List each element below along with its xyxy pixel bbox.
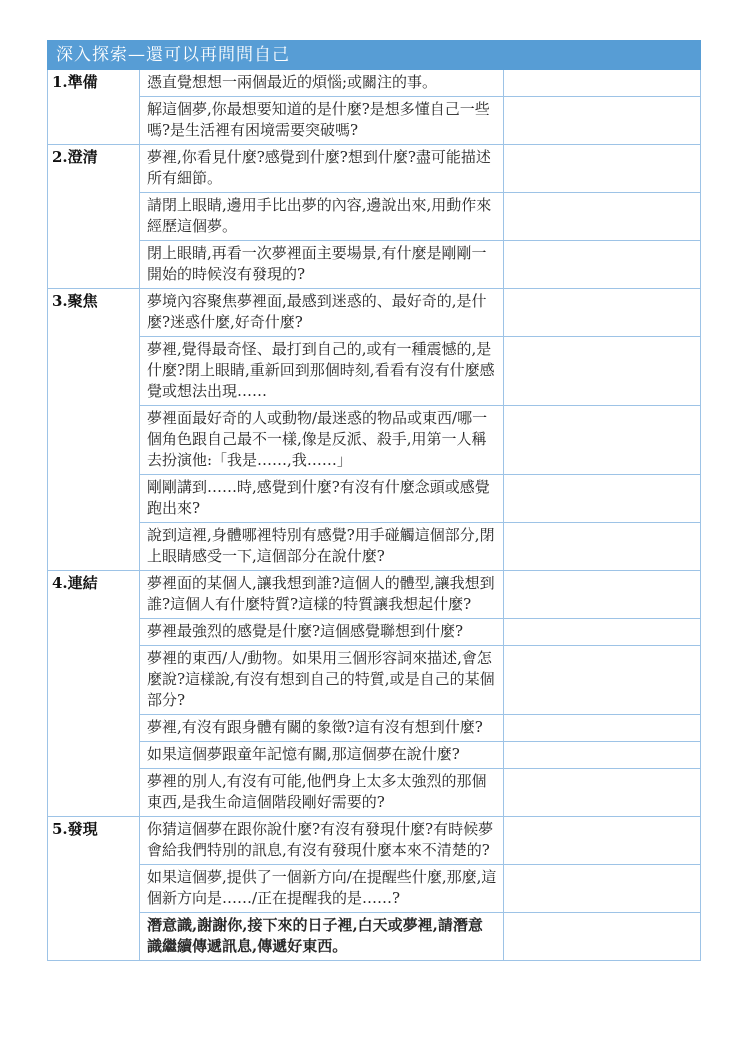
answer-cell [504,337,701,406]
answer-cell [504,289,701,337]
question-cell: 夢裡最強烈的感覺是什麼?這個感覺聯想到什麼? [140,619,504,646]
answer-cell [504,97,701,145]
table-row [48,289,701,337]
question-cell: 夢裡的東西/人/動物。如果用三個形容詞來描述,會怎麼說?這樣說,有沒有想到自己的特質,或是自己的某個部分? [140,646,504,715]
table-row [48,475,701,523]
answer-cell [504,193,701,241]
answer-cell [504,715,701,742]
question-cell: 你猜這個夢在跟你說什麼?有沒有發現什麼?有時候夢會給我們特別的訊息,有沒有發現什麼本來不清楚的? [140,817,504,865]
question-cell: 潛意識,謝謝你,接下來的日子裡,白天或夢裡,請潛意識繼續傳遞訊息,傳遞好東西。 [140,913,504,961]
table-row [48,769,701,817]
table-row [48,646,701,715]
question-cell: 夢裡面的某個人,讓我想到誰?這個人的體型,讓我想到誰?這個人有什麼特質?這樣的特質讓我想起什麼? [140,571,504,619]
table-row [48,571,701,619]
table-row [48,742,701,769]
table-header-row [48,41,701,70]
answer-cell [504,145,701,193]
question-cell: 憑直覺想想一兩個最近的煩惱;或關注的事。 [140,70,504,97]
section-label: 2.澄清 [48,145,140,289]
table-row [48,241,701,289]
question-cell: 夢裡,你看見什麼?感覺到什麼?想到什麼?盡可能描述所有細節。 [140,145,504,193]
table-row [48,913,701,961]
answer-cell [504,865,701,913]
table-title: 深入探索—還可以再問問自己 [48,41,701,70]
question-cell: 夢裡面最好奇的人或動物/最迷惑的物品或東西/哪一個角色跟自己最不一樣,像是反派、殺手,用第一人稱去扮演他:「我是……,我……」 [140,406,504,475]
answer-cell [504,406,701,475]
table-row [48,715,701,742]
question-cell: 如果這個夢,提供了一個新方向/在提醒些什麼,那麼,這個新方向是……/正在提醒我的是……? [140,865,504,913]
question-cell: 解這個夢,你最想要知道的是什麼?是想多懂自己一些嗎?是生活裡有困境需要突破嗎? [140,97,504,145]
answer-cell [504,523,701,571]
question-cell: 說到這裡,身體哪裡特別有感覺?用手碰觸這個部分,閉上眼睛感受一下,這個部分在說什麼? [140,523,504,571]
table-row [48,523,701,571]
answer-cell [504,913,701,961]
answer-cell [504,742,701,769]
dream-exploration-table [47,40,701,961]
section-label: 4.連結 [48,571,140,817]
table-row [48,70,701,97]
table-row [48,817,701,865]
question-cell: 剛剛講到……時,感覺到什麼?有沒有什麼念頭或感覺跑出來? [140,475,504,523]
answer-cell [504,571,701,619]
table-row [48,337,701,406]
answer-cell [504,817,701,865]
table-row [48,193,701,241]
table-row [48,97,701,145]
section-label: 1.準備 [48,70,140,145]
answer-cell [504,70,701,97]
section-label: 5.發現 [48,817,140,961]
answer-cell [504,619,701,646]
question-cell: 請閉上眼睛,邊用手比出夢的內容,邊說出來,用動作來經歷這個夢。 [140,193,504,241]
table-row [48,865,701,913]
question-cell: 夢裡的別人,有沒有可能,他們身上太多太強烈的那個東西,是我生命這個階段剛好需要的? [140,769,504,817]
section-label: 3.聚焦 [48,289,140,571]
table-row [48,619,701,646]
question-cell: 夢裡,有沒有跟身體有關的象徵?這有沒有想到什麼? [140,715,504,742]
table-row [48,145,701,193]
question-cell: 夢裡,覺得最奇怪、最打到自己的,或有一種震憾的,是什麼?閉上眼睛,重新回到那個時刻,看看有沒有什麼感覺或想法出現…… [140,337,504,406]
answer-cell [504,646,701,715]
answer-cell [504,475,701,523]
question-cell: 夢境內容聚焦夢裡面,最感到迷惑的、最好奇的,是什麼?迷惑什麼,好奇什麼? [140,289,504,337]
answer-cell [504,769,701,817]
worksheet-body [48,70,701,961]
table-row [48,406,701,475]
answer-cell [504,241,701,289]
question-cell: 如果這個夢跟童年記憶有關,那這個夢在說什麼? [140,742,504,769]
question-cell: 閉上眼睛,再看一次夢裡面主要場景,有什麼是剛剛一開始的時候沒有發現的? [140,241,504,289]
